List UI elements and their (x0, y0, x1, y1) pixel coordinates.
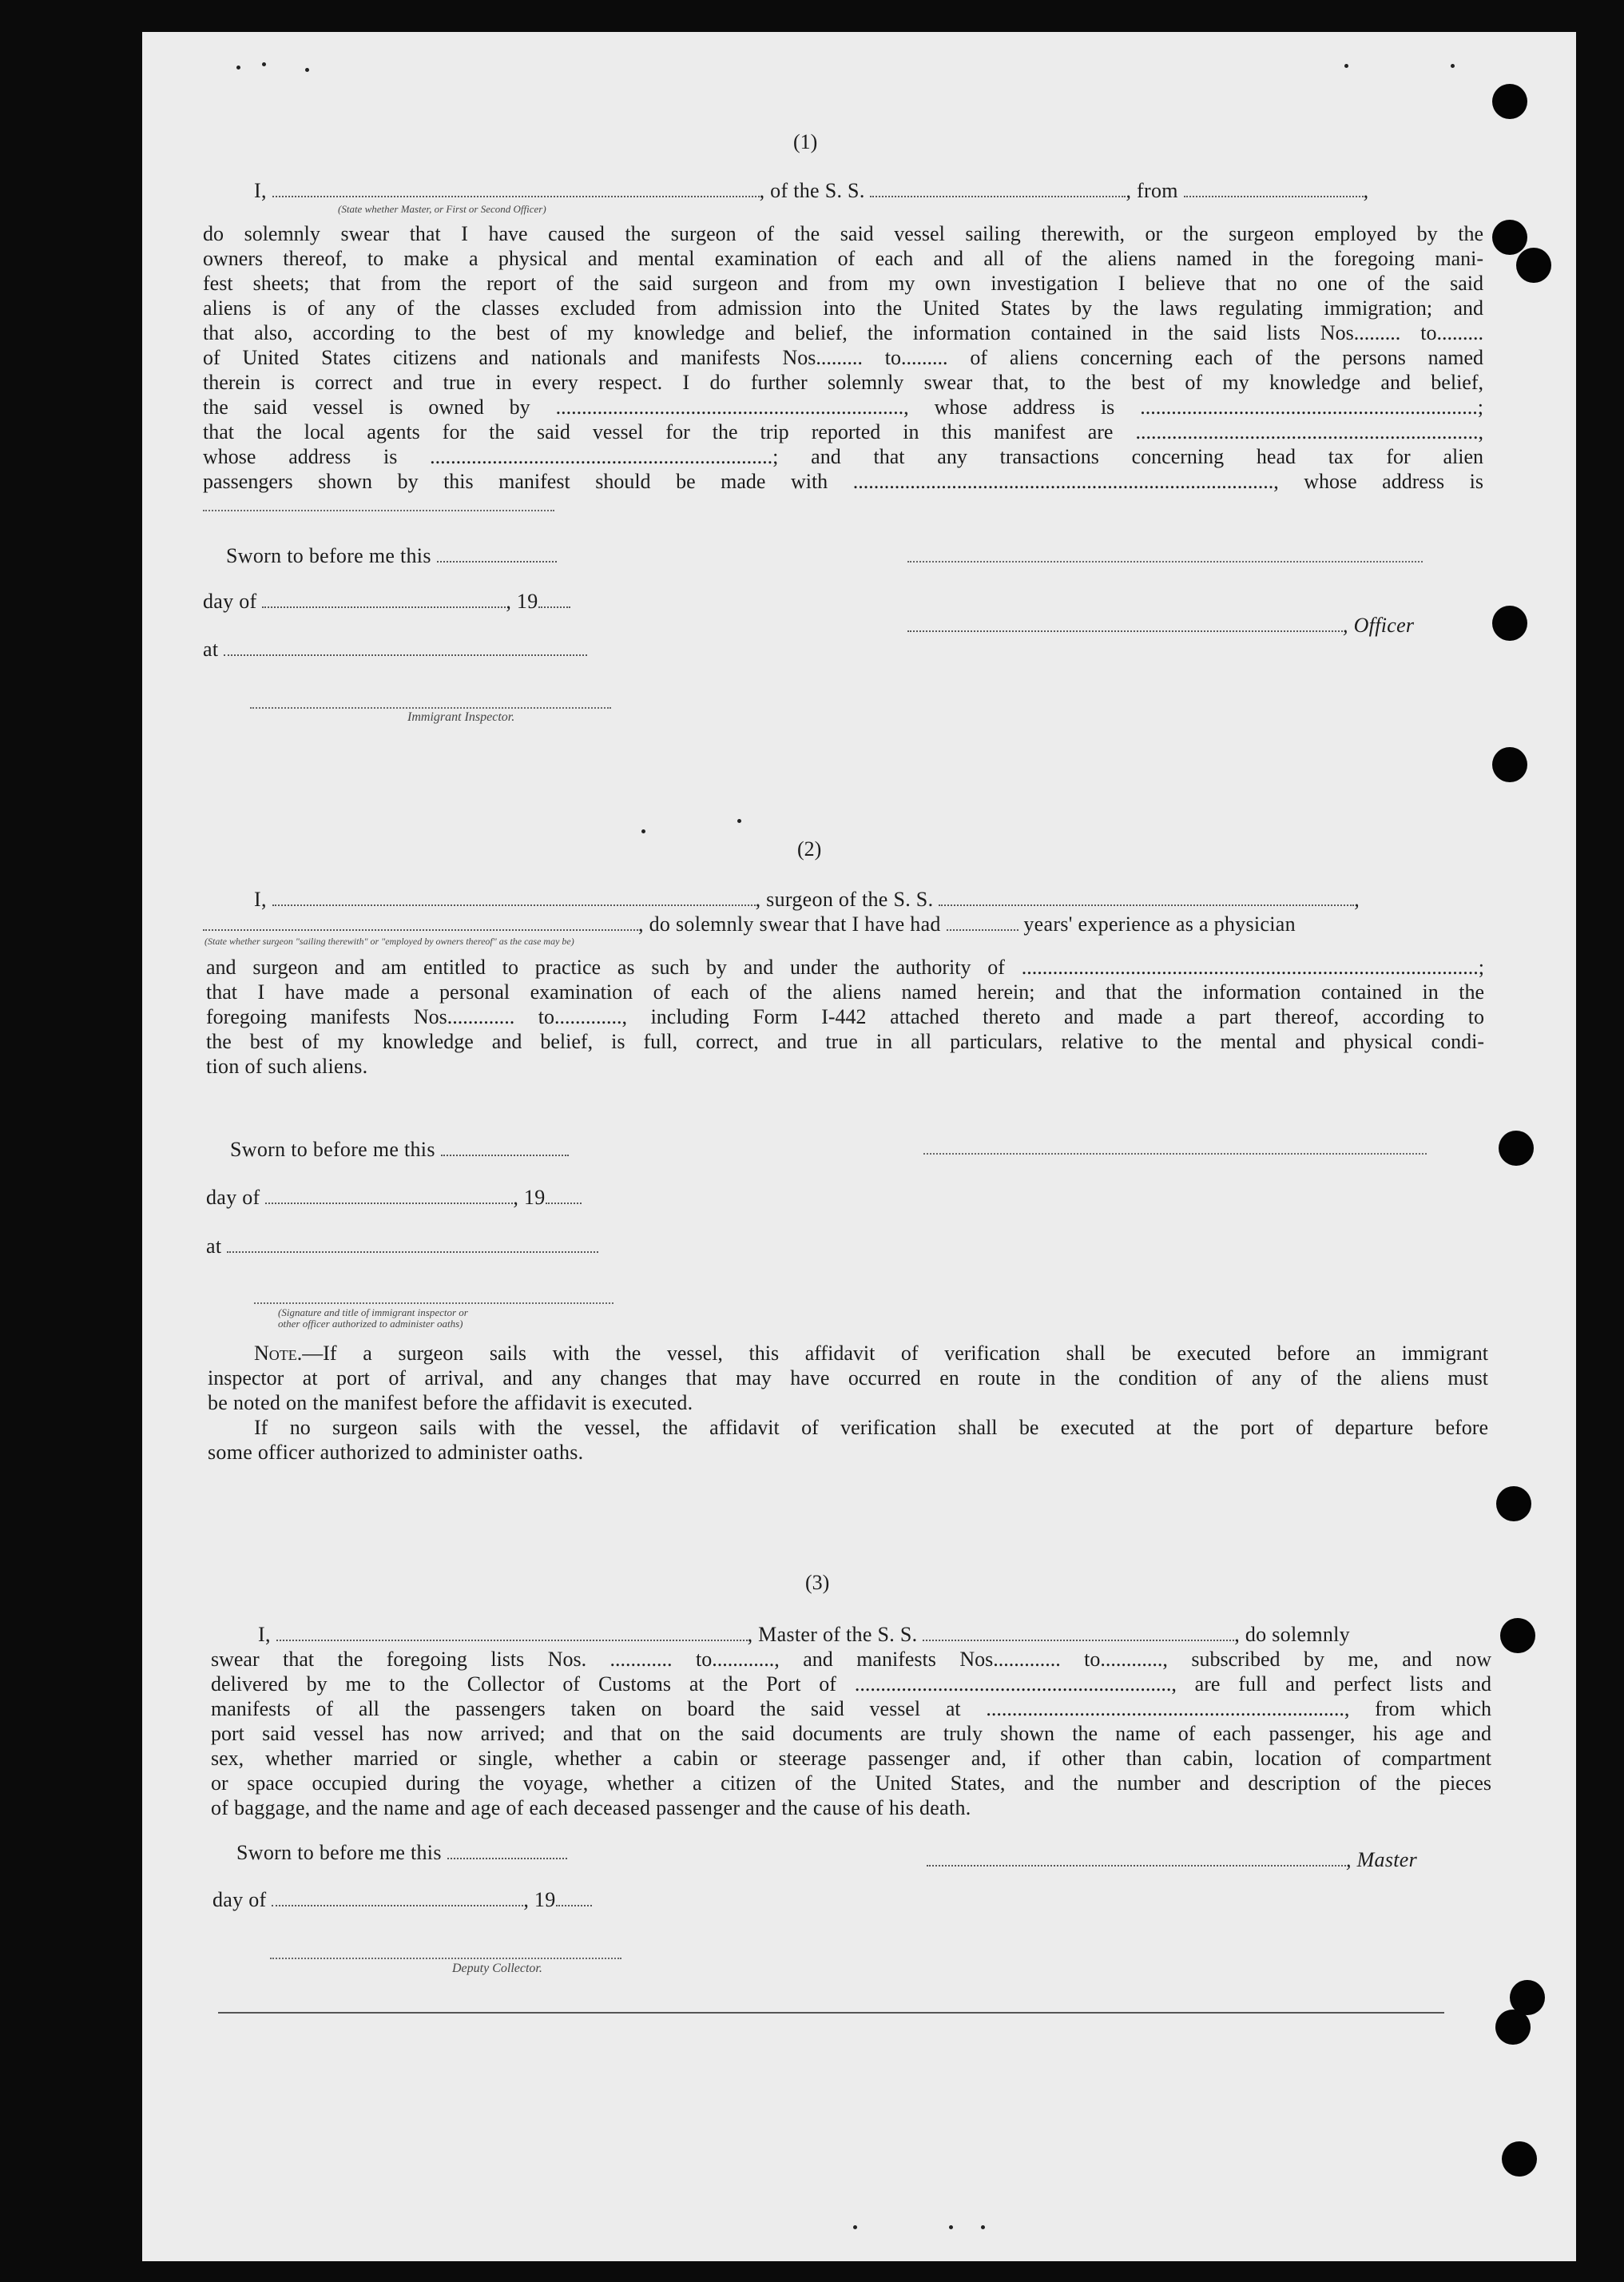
affidavit1-state-note: (State whether Master, or First or Second Officer) (338, 203, 546, 215)
binder-hole (1496, 1486, 1531, 1521)
binder-hole (1499, 1131, 1534, 1166)
note-line: inspector at port of arrival, and any changes that may have occurred en route in the condition of any of the aliens must (208, 1366, 1488, 1389)
affidavit1-line: that the local agents for the said vessel for the trip reported in this manifest are .................................................................., (203, 420, 1483, 443)
affidavit1-day-of: day of , 19 (203, 589, 570, 614)
speck (305, 68, 309, 72)
affidavit3-master: , Master (927, 1847, 1417, 1873)
signature-line (907, 561, 1423, 563)
affidavit1-sworn: Sworn to before me this (226, 543, 557, 569)
signature-note: (Signature and title of immigrant inspector or (278, 1306, 468, 1318)
binder-hole (1492, 84, 1527, 119)
affidavit3-line: delivered by me to the Collector of Customs at the Port of ............................................................., are full and perfect lists and (211, 1672, 1491, 1696)
signature-line (254, 1302, 613, 1304)
affidavit2-sworn: Sworn to before me this (230, 1137, 569, 1163)
affidavit3-line: or space occupied during the voyage, whether a citizen of the United States, and the number and description of the pieces (211, 1771, 1491, 1795)
affidavit1-line: therein is correct and true in every respect. I do further solemnly swear that, to the best of my knowledge and belief, (203, 371, 1483, 394)
speck (949, 2225, 953, 2229)
speck (236, 66, 240, 70)
affidavit2-first-line: I, , surgeon of the S. S. , (254, 888, 1360, 911)
affidavit1-line: of United States citizens and nationals and manifests Nos......... to......... of aliens concerning each of the persons named (203, 346, 1483, 369)
signature-line (270, 1958, 621, 1959)
note-line: be noted on the manifest before the affidavit is executed. (208, 1391, 693, 1414)
affidavit1-line: passengers shown by this manifest should be made with ................................................................................., whose address is (203, 470, 1483, 493)
affidavit1-at: at (203, 637, 587, 662)
section-number-3: (3) (805, 1571, 830, 1594)
speck (1344, 64, 1348, 68)
signature-note: other officer authorized to administer oaths) (278, 1318, 463, 1330)
speck (853, 2225, 857, 2229)
dotted-line (203, 510, 554, 511)
affidavit1-officer: , Officer (907, 613, 1414, 638)
affidavit3-line: sex, whether married or single, whether a cabin or steerage passenger and, if other than cabin, location of compartment (211, 1747, 1491, 1770)
affidavit1-line: the said vessel is owned by ..................................................................., whose address is .................................................................; (203, 396, 1483, 419)
speck (1451, 64, 1455, 68)
affidavit2-line: that I have made a personal examination of each of the aliens named herein; and that the information contained in the (206, 980, 1484, 1004)
document-page (142, 32, 1576, 2261)
note-line: some officer authorized to administer oaths. (208, 1441, 584, 1464)
deputy-collector-label: Deputy Collector. (452, 1962, 542, 1975)
affidavit1-line: do solemnly swear that I have caused the surgeon of the said vessel sailing therewith, or the surgeon employed by the (203, 222, 1483, 245)
affidavit1-line: whose address is ..................................................................; and that any transactions concerning head tax for alien (203, 445, 1483, 468)
affidavit1-line: that also, according to the best of my knowledge and belief, the information contained in the said lists Nos......... to......... (203, 321, 1483, 344)
affidavit3-line: manifests of all the passengers taken on board the said vessel at ....................................................................., from which (211, 1697, 1491, 1720)
binder-hole (1495, 2010, 1531, 2045)
binder-hole (1502, 2141, 1537, 2177)
affidavit2-at: at (206, 1234, 598, 1259)
affidavit1-line: fest sheets; that from the report of the said surgeon and from my own investigation I believe that no one of the said (203, 272, 1483, 295)
affidavit2-state-note: (State whether surgeon "sailing therewith" or "employed by owners thereof" as the case may be) (204, 936, 574, 947)
binder-hole (1492, 747, 1527, 782)
affidavit3-line: swear that the foregoing lists Nos. ............ to............, and manifests Nos............. to............, subscribed by me, and now (211, 1648, 1491, 1671)
speck (737, 819, 741, 823)
immigrant-inspector-label: Immigrant Inspector. (407, 710, 515, 724)
affidavit1-line: owners thereof, to make a physical and mental examination of each and all of the aliens named in the foregoing mani- (203, 247, 1483, 270)
speck (641, 829, 645, 833)
affidavit3-first-line: I, , Master of the S. S. , do solemnly (258, 1623, 1350, 1646)
speck (262, 62, 266, 66)
speck (981, 2225, 985, 2229)
note-line: If no surgeon sails with the vessel, the affidavit of verification shall be executed at the port of departure before (254, 1416, 1488, 1439)
affidavit3-sworn: Sworn to before me this (236, 1840, 567, 1866)
affidavit1-line: aliens is of any of the classes excluded from admission into the United States by the laws regulating immigration; and (203, 296, 1483, 320)
affidavit2-second-line: , do solemnly swear that I have had years' experience as a physician (203, 912, 1296, 937)
affidavit2-day-of: day of , 19 (206, 1185, 582, 1211)
affidavit2-line: tion of such aliens. (206, 1055, 368, 1078)
affidavit2-line: and surgeon and am entitled to practice as such by and under the authority of ........................................................................................; (206, 956, 1484, 979)
binder-hole (1516, 248, 1551, 283)
affidavit3-day-of: day of , 19 (212, 1887, 592, 1913)
affidavit1-first-line: I, , of the S. S. , from , (254, 179, 1369, 202)
section-number-1: (1) (793, 130, 818, 153)
affidavit3-line: port said vessel has now arrived; and that on the said documents are truly shown the name of each passenger, his age and (211, 1722, 1491, 1745)
binder-hole (1492, 220, 1527, 255)
affidavit3-line: of baggage, and the name and age of each deceased passenger and the cause of his death. (211, 1796, 971, 1819)
affidavit2-line: foregoing manifests Nos............. to............., including Form I-442 attached thereto and made a part thereof, according to (206, 1005, 1484, 1028)
affidavit2-line: the best of my knowledge and belief, is full, correct, and true in all particulars, relative to the mental and physical condi- (206, 1030, 1484, 1053)
section-number-2: (2) (797, 837, 822, 861)
binder-hole (1500, 1618, 1535, 1653)
signature-line (923, 1153, 1427, 1155)
note-line: Note.—If a surgeon sails with the vessel, this affidavit of verification shall be executed before an immigrant (254, 1342, 1488, 1365)
signature-line (250, 707, 611, 709)
bottom-rule (218, 2012, 1444, 2014)
binder-hole (1492, 606, 1527, 641)
